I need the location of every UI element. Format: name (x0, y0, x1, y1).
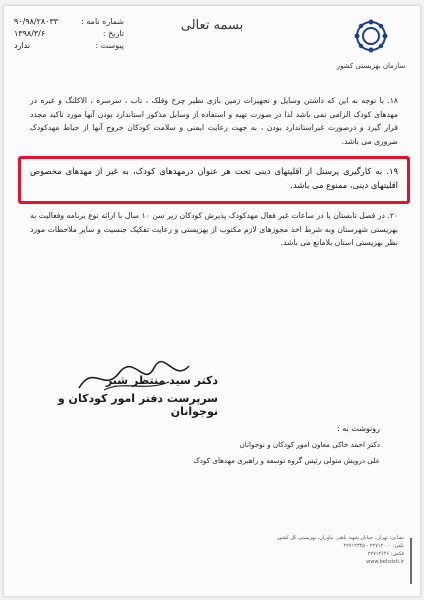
footer-phone: تلفن: ۲۲۷۱۲۰۰۰ - ۲۲۷۱۲۳۴۵ (343, 543, 404, 549)
attachment-value: ندارد (14, 41, 31, 50)
org-caption: سازمان بهزیستی کشور (336, 62, 406, 70)
paragraph-18: ۱۸. با توجه به این که داشتن وسایل و تجهیزات زمین بازی نظیر چرخ وفلک ، تاب ، سرسره ، الاکلنگ و غیره در مهدهای کودک الزامی نمی باشد لذا در صورت تهیه و استفاده از وسایل مذکور استاندارد بودن آنها مورد تاکید مجدد قرار گیرد و درصورت غیراستاندارد بودن ، به جهت رعایت ایمنی و سلامت کودکان خروج آنها از حیاط مهدکودک ضروری می باشد. (30, 96, 398, 146)
paragraph-19: ۱۹. به کارگیری پرسنل از اقلیتهای دینی تحت هر عنوان درمهدهای کودک، به غیر از مهدهای مخصوص اقلیتهای دینی، ممنوع می باشد. (30, 166, 398, 190)
meta-number-row (14, 16, 124, 28)
paragraph-20: ۲۰. در فصل تابستان یا در ساعات غیر فعال مهدکودک پذیرش کودکان زیر سن ۱۰ سال با ارائه نوع برنامه وفعالیت به بهزیستی شهرستان وبه شرط اخذ مجوزهای لازم مکتوب از بهزیستی و رعایت تفکیک جنسیت و سایر ملاحظات مورد نظر بهزیستی استان بلامانع می باشد. (30, 211, 398, 247)
footer-fax: فکس: ۲۲۷۱۴۶۴۶ (367, 551, 404, 557)
footer-website-link[interactable]: www.behzisti.ir (366, 559, 404, 565)
cc-label: رونوشت به : (337, 424, 380, 433)
date-label: تاریخ : (102, 29, 124, 38)
meta-attachment-row (14, 40, 124, 52)
letter-footer (4, 528, 420, 588)
date-value: ۱۳۹۸/۳/۶ (14, 29, 46, 38)
number-label: شماره نامه : (81, 17, 124, 26)
footer-address: نشانی: تهران، خیابان شهید باهنر، نیاوران، بهزیستی کل کشور (276, 535, 404, 541)
letter-meta (14, 16, 124, 52)
cc-recipient-1: دکتر احمد خاکی معاون امور کودکان و نوجوانان (239, 440, 380, 449)
letter-sheet (4, 6, 420, 596)
footer-contact (184, 534, 404, 566)
cc-recipient-2: علی درویش متولی رئیس گروه توسعه و راهبری مهدهای کودک (193, 456, 380, 465)
signatory-title: سرپرست دفتر امور کودکان و نوجوانان (57, 392, 218, 418)
signatory-name: دکتر سید منتظر شبر (105, 374, 218, 387)
footer-divider (410, 538, 412, 584)
basmala-heading: بسمه تعالی (180, 18, 244, 33)
number-value: ۹۰/۹۸/۲۸۰۳۳ (14, 17, 59, 26)
meta-date-row (14, 28, 124, 40)
attachment-label: پیوست : (95, 41, 124, 50)
